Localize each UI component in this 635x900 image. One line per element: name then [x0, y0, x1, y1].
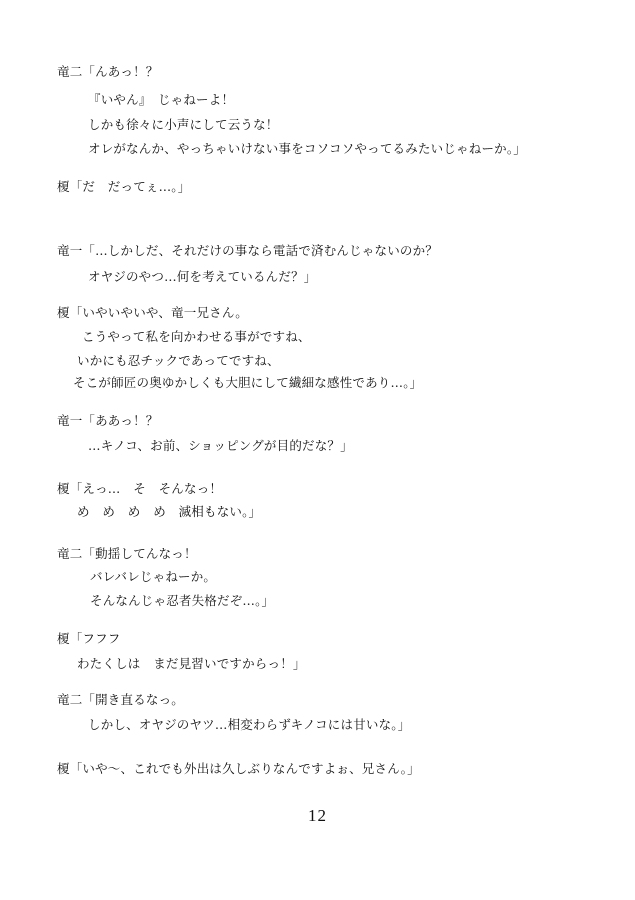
dialogue-line: 竜二「開き直るなっ。 [57, 692, 185, 707]
dialogue-line: 榎「えっ… そ そんなっ！ [57, 481, 223, 496]
dialogue-line: 榎「いや〜、これでも外出は久しぶりなんですよぉ、兄さん。」 [57, 761, 420, 776]
dialogue-line: め め め め 滅相もない。」 [77, 504, 262, 519]
dialogue-line: そこが師匠の奥ゆかしくも大胆にして繊細な感性であり…。」 [73, 375, 423, 390]
dialogue-line: こうやって私を向かわせる事がですね、 [82, 329, 311, 344]
dialogue-line: 榎「だ だってぇ…。」 [57, 179, 191, 194]
dialogue-line: そんなんじゃ忍者失格だぞ…。」 [90, 593, 275, 608]
page-number: 12 [308, 806, 327, 825]
dialogue-line: オヤジのやつ…何を考えているんだ？」 [88, 269, 317, 284]
dialogue-line: わたくしは まだ見習いですからっ！」 [77, 656, 306, 671]
dialogue-line: 竜二「んあっ！？ [57, 64, 159, 79]
dialogue-line: いかにも忍チックであってですね、 [77, 353, 280, 368]
dialogue-line: 『いやん』 じゃねーよ！ [88, 92, 235, 107]
dialogue-line: …キノコ、お前、ショッピングが目的だな？」 [88, 438, 353, 453]
dialogue-line: オレがなんか、やっちゃいけない事をコソコソやってるみたいじゃねーか。」 [88, 141, 527, 156]
dialogue-line: しかも徐々に小声にして云うな！ [88, 117, 279, 132]
dialogue-line: バレバレじゃねーか。 [90, 569, 217, 584]
dialogue-line: 竜一「ああっ！？ [57, 413, 159, 428]
dialogue-line: しかし、オヤジのヤツ…相変わらずキノコには甘いな。」 [88, 717, 411, 732]
dialogue-line: 竜一「…しかしだ、それだけの事なら電話で済むんじゃないのか？ [57, 243, 439, 258]
dialogue-line: 竜二「動揺してんなっ！ [57, 546, 197, 561]
dialogue-line: 榎「フフフ [57, 631, 121, 646]
dialogue-line: 榎「いやいやいや、竜一兄さん。 [57, 305, 249, 320]
